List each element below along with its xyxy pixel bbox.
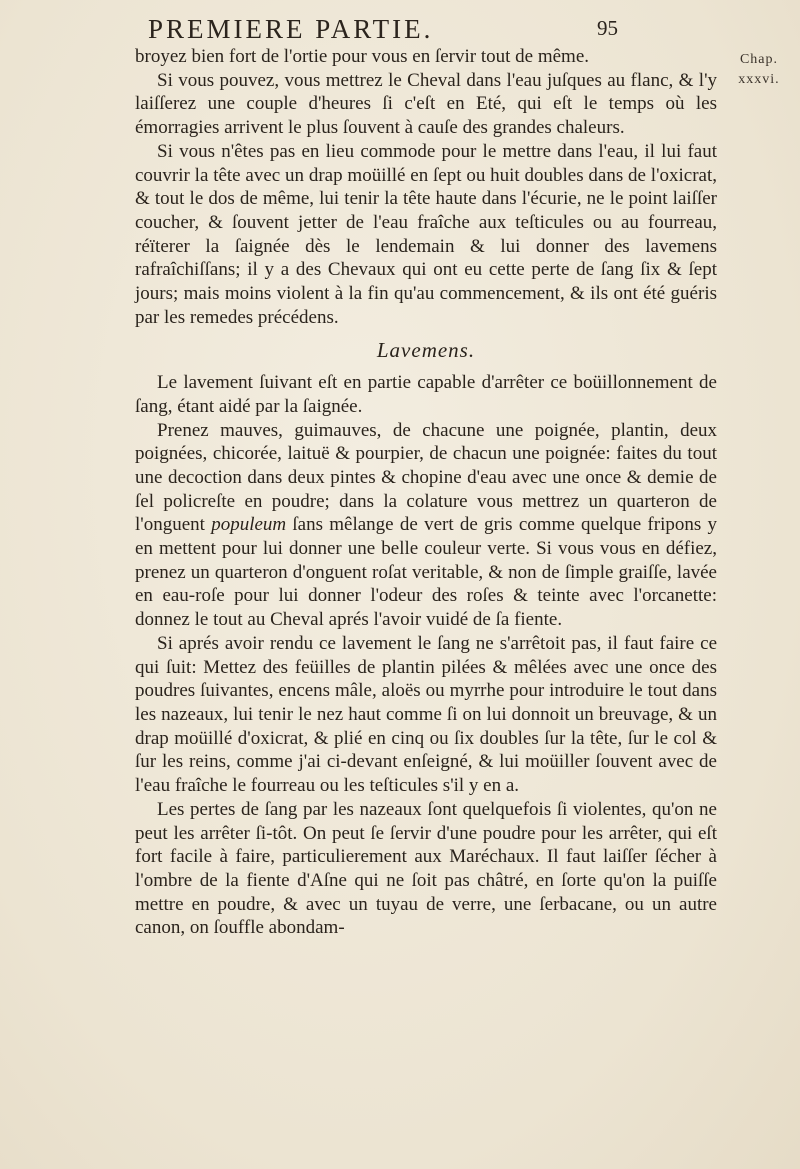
paragraph: Si aprés avoir rendu ce lavement le ſang ne s'arrêtoit pas, il faut faire ce qui ſuit: Mettez des feüilles de plantin pilées & mêlées avec une once des poudres ſuivantes, encens mâle, aloës ou myrrhe pour introduire le tout dans les nazeaux, lui tenir le nez haut comme ſi on lui donnoit un breuvage, & un drap moüillé d'oxicrat, & plié en cinq ou ſix doubles ſur la tête, ſur le col & ſur les reins, comme j'ai ci-devant enſeigné, & lui moüiller ſouvent avec de l'eau fraîche le fourreau ou les teſticules s'il y en a. [135, 632, 717, 797]
page-number: 95 [597, 16, 618, 40]
paragraph: Si vous pouvez, vous mettrez le Cheval dans l'eau juſques au flanc, & l'y laiſſerez une couple d'heures ſi c'eſt en Eté, qui eſt le temps où les émorragies arrivent le plus ſouvent à cauſe des grandes chaleurs. [135, 69, 717, 139]
margin-note-chap: Chap. [739, 52, 779, 67]
body-text [135, 45, 717, 940]
section-title: Lavemens. [376, 338, 476, 363]
paragraph-text: Prenez mauves, guimauves, de chacune une poignée, plantin, deux poignées, chicorée, laituë & pourpier, de chacun une poignée: faites du tout une decoction dans deux pintes & chopine d'eau avec une once & demie de ſel policreſte en poudre; dans la colature vous mettrez un quarteron de l'onguent [135, 419, 717, 536]
paragraph: Si vous n'êtes pas en lieu commode pour le mettre dans l'eau, il lui faut couvrir la tête avec un drap moüillé en ſept ou huit doubles dans de l'oxicrat, & tout le dos de même, lui tenir la tête haute dans l'écurie, ne le point laiſſer coucher, & ſouvent jetter de l'eau fraîche aux teſticules ou au fourreau, réïterer la ſaignée dès le lendemain & lui donner des lavemens rafraîchiſſans; il y a des Chevaux qui ont eu cette perte de ſang ſix & ſept jours; mais moins violent à la fin qu'au commencement, & ils ont été guéris par les remedes précédens. [135, 140, 717, 328]
running-head [148, 14, 618, 44]
paragraph: Le lavement ſuivant eſt en partie capable d'arrêter ce boüillonnement de ſang, étant aidé par la ſaignée. [135, 372, 717, 417]
margin-chapter-note [724, 50, 794, 90]
italic-term: populeum [211, 514, 287, 536]
paragraph-text: ſans mêlange de vert de gris comme quelque fripons y en mettent pour lui donner une belle couleur verte. Si vous vous en défiez, prenez un quarteron d'onguent roſat veritable, & non de ſimple graiſſe, lavée en eau-roſe pour lui donner l'odeur des roſes & teinte avec l'orcanette: donnez le tout au Cheval aprés l'avoir vuidé de ſa fiente. [135, 514, 718, 631]
running-title: PREMIERE PARTIE. [148, 14, 434, 44]
paragraph [135, 419, 717, 632]
margin-note-number: xxxvi. [738, 72, 780, 87]
paragraph: Les pertes de ſang par les nazeaux ſont quelquefois ſi violentes, qu'on ne peut les arrêter ſi-tôt. On peut ſe ſervir d'une poudre pour les arrêter, qui eſt fort facile à faire, particulierement aux Maréchaux. Il faut laiſſer ſécher à l'ombre de la fiente d'Aſne qui ne ſoit pas châtré, en ſorte qu'on la puiſſe mettre en poudre, & avec un tuyau de verre, une ſerbacane, ou un autre canon, on ſouffle abondam- [135, 798, 717, 939]
paragraph-continuation: broyez bien fort de l'ortie pour vous en ſervir tout de même. [135, 46, 590, 67]
